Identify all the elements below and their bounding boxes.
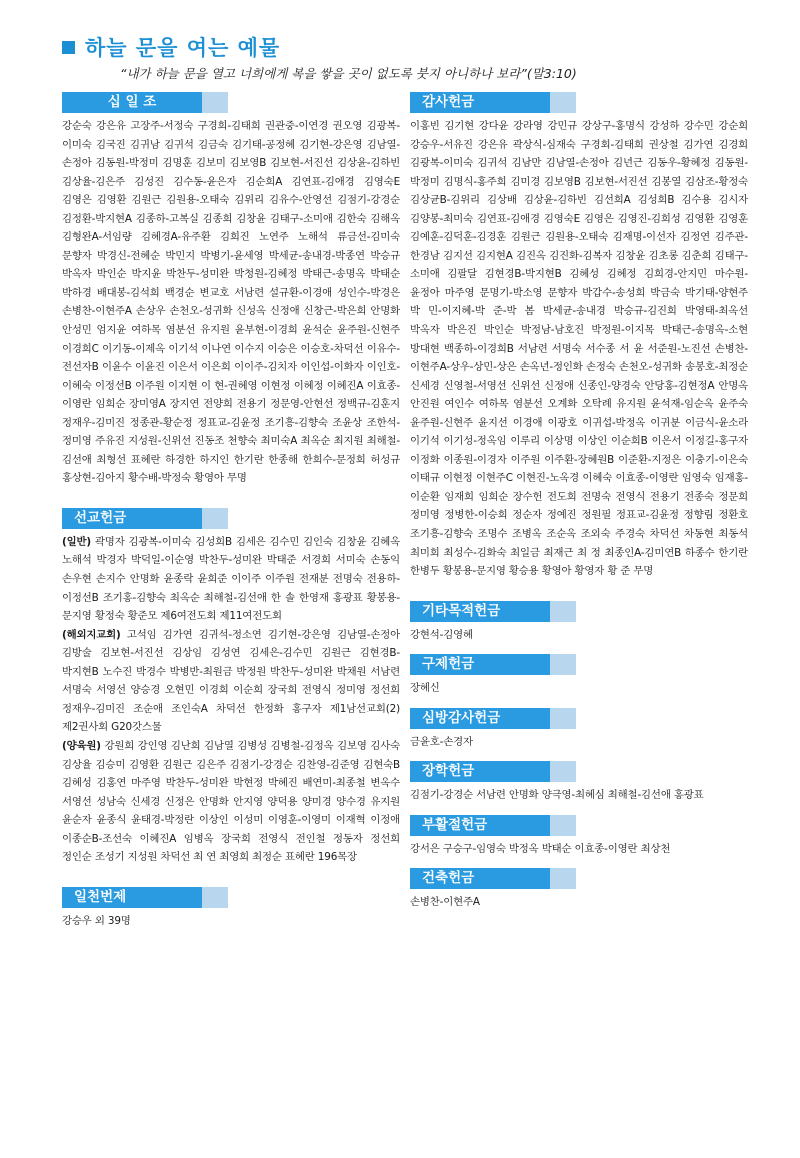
section-body-thanks: 이홍빈 김기현 강다윤 강라영 강민규 강상구-홍명식 강성하 강수민 강순희 강승우-서유진 강은유 곽상식-심재숙 구경회-김태희 권상철 김가연 김경희 김광복-이미숙 김귀석 김남만 김남열-손정아 김년근 김동우-황혜정 김동원-박정미 김명식-홍주희 김미경 김보영B 김보현-서진선 김봉열 김삼조-황정숙 김상균B-김위리 김상배 김상윤-김하빈 김선희A 김성희B 김수용 김시자 김양봉-최미숙 김연표-김애경 김영숙E 김영은 김영진-김희성 김영환 김영훈 김예훈-김덕훈-김경훈 김원근 김원용-오태숙 김재명-이선자 김정연 김주관-한경남 김지선 김지현A 김진옥 김진화-김복자 김창윤 김초롱 김춘희 김태구-소미애 김팔달 김현경B-박지현B 김혜성 김혜정 김희경-안지민 마수원-윤정아 마주영 문명기-박소영 문향자 박갑수-송성희 박금숙 박기태-양현주 박 민-이지혜-박 준-박 봄 박세균-송내경 박승규-김진희 박영태-최옥선 박옥자 박은진 박인순 박정남-남호진 박정원-이지목 박태근-송명옥-소현 방대현 백종하-이경희B 서남련 서명숙 서수종 서 윤 서준원-노진선 손병찬-이현주A-상우-상민-상은 손옥년-정인화 손정숙 손천오-성귀화 송봉호-최정순 신세경 신영철-서영선 신위선 신정애 신종인-양경숙 안당홍-김현정A 안명옥 안진원 여인수 여하목 염분선 오계화 오탁례 유지원 윤석재-임순옥 윤주숙 윤주원-신현주 윤지선 이경애 이광호 이귀섭-박정옥 이귀분 이금식-윤소라 이기석 이기성-정옥임 이루리 이상명 이상인 이순희B 이은서 이정길-홍구자 이정화 이종원-이경자 이주원 이주환-장혜원B 이준환-지정은 이충기-이은숙 이태규 이현정 이현주C 이현진-노옥경 이혜숙 이효종-이영란 임영숙 임재홍-이순환 임재희 임희순 장수헌 전도희 전명숙 전영식 전용기 전종숙 정문희 정미영 정병한-이승희 정순자 정예진 정원필 정표교-김윤정 정향림 정환호 조기흥-김향숙 조명수 조병옥 조순옥 조외숙 주경숙 차덕선 차동현 최동석 최미희 최성수-김화숙 최일금 최재근 최 정 최종인A-김미연B 하종수 한기란 한병두 황봉용-문지영 황승용 황영아 황영자 황 준 무명: [410, 120, 748, 578]
section-body-relief: 장혜신: [410, 682, 440, 695]
section-header-first-fruits: 일천번제: [62, 887, 228, 908]
section-relief: [410, 654, 748, 698]
section-scholarship: [410, 761, 748, 805]
section-header-mission: 선교헌금: [62, 508, 228, 529]
section-body-first-fruits: 강승우 외 39명: [62, 914, 131, 927]
section-header-building: 건축헌금: [410, 868, 576, 889]
section-body-mission: [62, 533, 400, 867]
section-header-special: 기타목적헌금: [410, 601, 576, 622]
section-first-fruits: [62, 887, 400, 931]
section-header-tithe: 십 일 조: [62, 92, 228, 113]
mission-group-label: (양육원): [62, 739, 101, 752]
page-title-text: 하늘 문을 여는 예물: [85, 36, 281, 60]
section-tithe: [62, 92, 400, 488]
left-column: [62, 92, 400, 940]
section-header-relief: 구제헌금: [410, 654, 576, 675]
mission-group-label: (해외지교회): [62, 628, 121, 641]
section-body-scholarship: 김점기-강경순 서남련 안명화 양극영-최혜심 최해철-김선애 홍광표: [410, 789, 704, 802]
section-building: [410, 868, 748, 912]
right-column: [410, 92, 748, 922]
section-header-easter: 부활절헌금: [410, 815, 576, 836]
page-title: [62, 32, 280, 62]
section-body-building: 손병찬-이현주A: [410, 896, 480, 909]
mission-group-orphanage: [62, 737, 400, 867]
mission-group-names: 강원희 강인영 김난희 김남열 김병성 김병철-김정옥 김보영 김사숙 김상율 김승미 김영환 김원근 김은주 김점기-강경순 김찬영-김준영 김현숙B 김혜성 김홍연 마주영 박찬두-성미완 박현정 박혜진 배연미-최종철 변옥수 서영선 성남숙 신세경 신정은 안명화 안지영 양덕용 양미경 양수경 유지원 윤순자 윤종식 윤태경-박정란 이상인 이성미 이영훈-이영미 이재혁 이정애 이종순B-조선숙 이혜진A 임병옥 장국희 전영식 전인철 정동자 정선희 정인순 조성기 지성원 차덕선 최 연 최영희 최정순 표혜란 196목장: [62, 739, 400, 864]
section-header-visit: 심방감사헌금: [410, 708, 576, 729]
section-special: [410, 601, 748, 645]
section-body-easter: 강서은 구승구-임영숙 박정옥 박태순 이효종-이영란 최상천: [410, 842, 671, 855]
section-header-thanks: 감사헌금: [410, 92, 576, 113]
section-easter: [410, 815, 748, 859]
section-visit: [410, 708, 748, 752]
section-body-visit: 금윤호-손경자: [410, 735, 473, 748]
mission-group-label: (일반): [62, 535, 91, 548]
section-mission: [62, 508, 400, 867]
section-thanks: [410, 92, 748, 581]
mission-group-overseas: [62, 626, 400, 737]
section-body-tithe: 강순숙 강은유 고장주-서정숙 구경희-김태희 권관중-이연경 권오영 김광복-이미숙 김국진 김귀남 김귀석 김금숙 김기태-공정혜 김기현-강은영 김남열-손정아 김동원-박정미 김명훈 김보미 김보영B 김보현-서진선 김상윤-김하빈 김상율-김은주 김성진 김수동-윤은자 김순희A 김연표-김애경 김영숙E 김영은 김영환 김원근 김원용-오태숙 김위리 김유수-안영선 김점기-강경순 김정환-박지현A 김종하-고복실 김종희 김창윤 김태구-소미애 김한숙 김해옥 김형완A-서임량 김혜경A-유주환 김희진 노연주 노해석 류금선-김미숙 문향자 박경신-전혜순 박민지 박병기-윤세영 박세균-송내경-박종연 박승규 박옥자 박인순 박지윤 박찬두-성미완 박청원-김혜정 박태근-송명옥 박태순 박하경 배대봉-김석희 백경순 변교호 서남련 설규환-이경애 성인수-박경은 손병찬-이현주A 손상우 손천오-성귀화 신성옥 신정애 신창근-박은희 안명화 안성민 엄지윤 여하목 염분선 유지원 윤부현-이경희 윤석순 윤주원-신현주 이경희C 이기동-이제옥 이기석 이나연 이수지 이승은 이승호-차덕선 이유수-전선자B 이윤수 이윤진 이은서 이은희 이이주-김치자 이인섭-이화자 이인호-이혜숙 이정선B 이주원 이지현 이 현-권혜영 이현정 이혜정 이혜진A 이효종-이영란 임희순 장미영A 장지연 전양희 전용기 정문영-안현선 정백규-김훈지 정재우-김미진 정종관-황순정 정표교-김윤정 조기흥-김향숙 조윤상 조한석-정미영 주유진 지성원-신위선 진동조 천향숙 최미숙A 최옥순 최지원 최해철-김선애 최형선 표혜란 하경한 하지인 한기란 한종해 한희수-문정희 허성규 홍상현-김아지 황수배-박정숙 황영아 무명: [62, 120, 400, 485]
section-header-scholarship: 장학헌금: [410, 761, 576, 782]
square-bullet-icon: [62, 41, 75, 54]
scripture-verse: “내가 하늘 문을 열고 너희에게 복을 쌓을 곳이 없도록 붓지 아니하나 보라”(말3:10): [120, 66, 577, 81]
section-body-special: 강현석-김영혜: [410, 628, 473, 641]
mission-group-names: 고석임 김가연 김귀석-정소연 김기현-강은영 김남열-손정아 김방술 김보현-서진선 김상임 김성연 김세은-김수민 김원근 김현경B-박지현B 노수진 박경수 박병반-최원금 박정원 박찬두-성미완 박채원 서남련 서명숙 서영선 양승경 오현민 이경희 이순희 장국희 전영식 정미영 정선희 정재우-김미진 조순애 조인숙A 차덕선 한정화 홍구자 제1남선교회(2) 제2권사회 G20갓스물: [62, 628, 400, 734]
mission-group-general: [62, 533, 400, 626]
mission-group-names: 곽명자 김광복-이미숙 김성희B 김세은 김수민 김인숙 김창윤 김혜옥 노해석 박경자 박덕일-이순영 박찬두-성미완 박태준 서경희 서미숙 손동익 손우현 손지수 안명화 윤종락 윤희준 이이주 이주원 전재분 전명숙 전용하-이정선B 조기홍-김향숙 최옥순 최해철-김선애 한 솔 한영재 홍광표 황봉용-문지영 황정숙 황준모 제6여전도회 제11여전도회: [62, 535, 400, 623]
